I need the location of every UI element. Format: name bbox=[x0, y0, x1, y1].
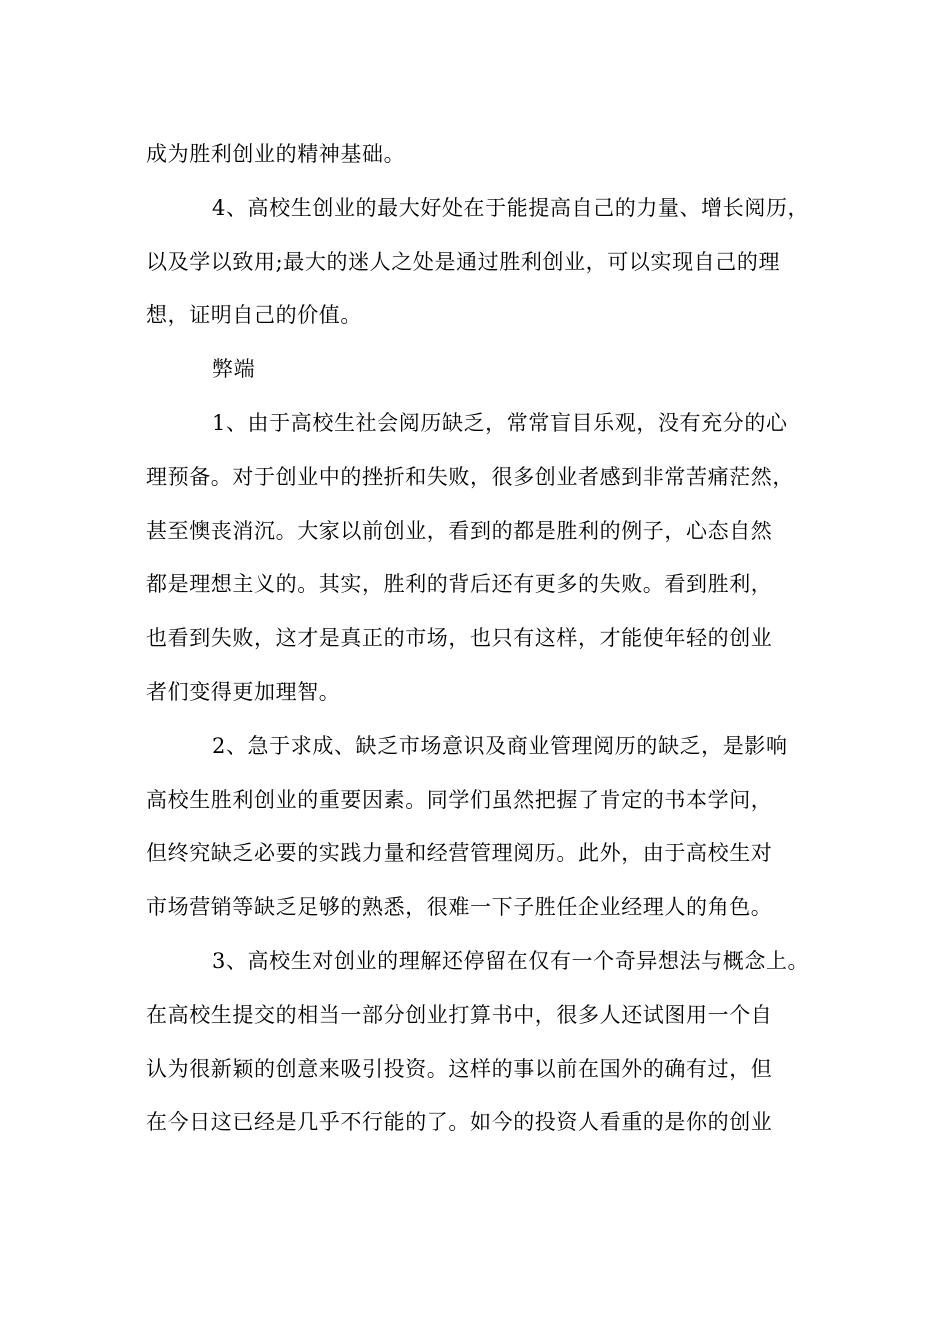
text-line: 在高校生提交的相当一部分创业打算书中，很多人还试图用一个自 bbox=[146, 1002, 773, 1027]
text-line: 但终究缺乏必要的实践力量和经营管理阅历。此外，由于高校生对 bbox=[146, 841, 773, 866]
text-line: 认为很新颖的创意来吸引投资。这样的事以前在国外的确有过，但 bbox=[146, 1056, 773, 1081]
text-line: 成为胜利创业的精神基础。 bbox=[146, 142, 406, 166]
text-line: 市场营销等缺乏足够的熟悉，很难一下子胜任企业经理人的角色。 bbox=[146, 895, 773, 920]
text-line: 想，证明自己的价值。 bbox=[146, 303, 362, 328]
text-line: 理预备。对于创业中的挫折和失败，很多创业者感到非常苦痛茫然， bbox=[146, 464, 794, 489]
paragraph-start-line: 2、急于求成、缺乏市场意识及商业管理阅历的缺乏，是影响 bbox=[212, 733, 788, 758]
text-line: 高校生胜利创业的重要因素。同学们虽然把握了肯定的书本学问， bbox=[146, 787, 773, 812]
paragraph-start-line: 1、由于高校生社会阅历缺乏，常常盲目乐观，没有充分的心 bbox=[212, 410, 788, 435]
text-line: 都是理想主义的。其实，胜利的背后还有更多的失败。看到胜利， bbox=[146, 572, 773, 597]
text-line: 者们变得更加理智。 bbox=[146, 679, 341, 704]
paragraph-start-line: 4、高校生创业的最大好处在于能提高自己的力量、增长阅历， bbox=[212, 195, 810, 220]
document-body bbox=[146, 128, 846, 1150]
paragraph-start-line: 3、高校生对创业的理解还停留在仅有一个奇异想法与概念上。 bbox=[212, 948, 810, 973]
section-heading: 弊端 bbox=[212, 357, 256, 382]
text-line: 也看到失败，这才是真正的市场，也只有这样，才能使年轻的创业 bbox=[146, 626, 773, 651]
text-line: 以及学以致用;最大的迷人之处是通过胜利创业，可以实现自己的理 bbox=[146, 249, 781, 274]
text-line: 甚至懊丧消沉。大家以前创业，看到的都是胜利的例子，心态自然 bbox=[146, 518, 773, 543]
text-line: 在今日这已经是几乎不行能的了。如今的投资人看重的是你的创业 bbox=[146, 1110, 773, 1135]
